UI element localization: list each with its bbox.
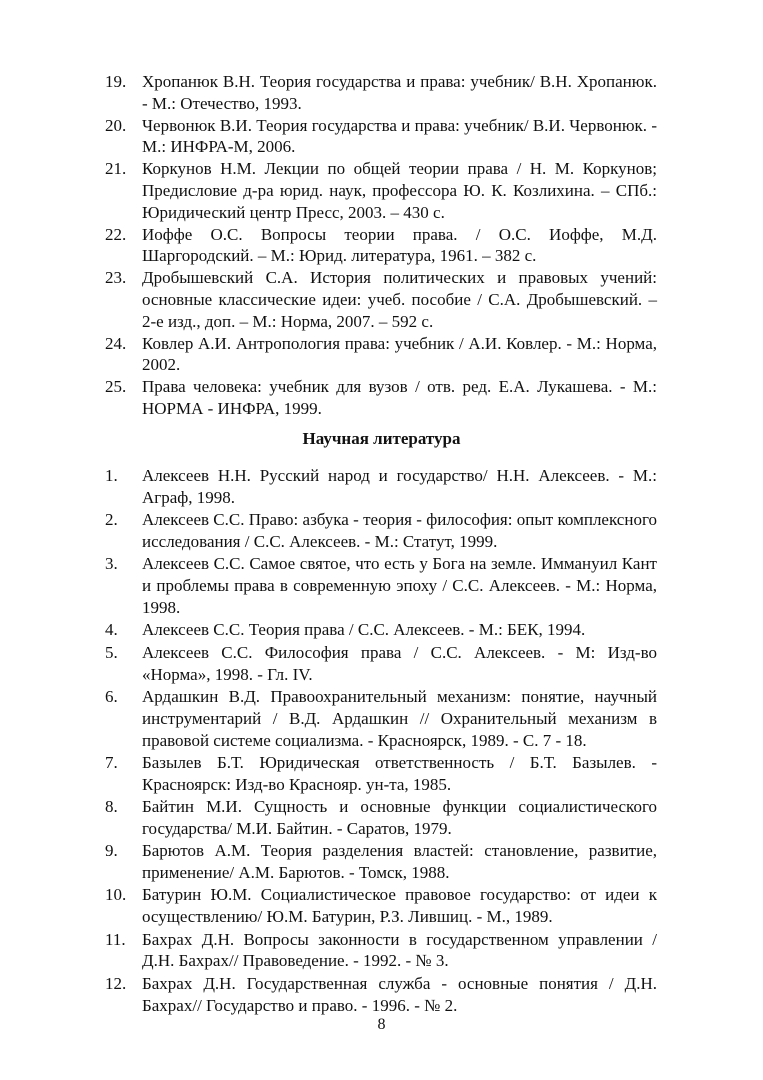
entry-number: 7. [105,752,118,772]
entry-text: Алексеев Н.Н. Русский народ и государство/ Н.Н. Алексеев. - М.: Аграф, 1998. [142,466,657,507]
entry-number: 12. [105,973,127,993]
list-item [105,267,657,332]
entry-number: 19. [105,72,127,91]
entry-number: 6. [105,686,118,706]
entry-text: Хропанюк В.Н. Теория государства и права: учебник/ В.Н. Хропанюк. - М.: Отечество, 1993. [142,72,657,113]
entry-number: 20. [105,115,127,135]
entry-number: 5. [105,642,118,662]
list-item [105,884,657,928]
list-item [105,752,657,796]
entry-number: 1. [105,466,118,485]
entry-text: Червонюк В.И. Теория государства и права: учебник/ В.И. Червонюк. - М.: ИНФРА-М, 2006. [142,115,657,157]
list-item [105,224,657,268]
page-number: 8 [377,1016,386,1033]
list-item [105,929,657,973]
textbook-list [105,71,657,420]
entry-text: Иоффе О.С. Вопросы теории права. / О.С. Иоффе, М.Д. Шаргородский. – М.: Юрид. литература, 1961. – 382 с. [142,224,657,266]
list-item [105,376,657,420]
list-item [105,115,657,159]
entry-text: Ардашкин В.Д. Правоохранительный механизм: понятие, научный инструментарий / В.Д. Ардашкин // Охранительный механизм в правовой системе социализма. - Красноярск, 1989. - С. 7 - 18. [142,686,657,750]
entry-text: Коркунов Н.М. Лекции по общей теории права / Н. М. Коркунов; Предисловие д-ра юрид. наук, профессора Ю. К. Козлихина. – СПб.: Юридический центр Пресс, 2003. – 430 с. [142,159,657,222]
entry-text: Дробышевский С.А. История политических и правовых учений: основные классические идеи: учеб. пособие / С.А. Дробышевский. – 2-е изд., доп. – М.: Норма, 2007. – 592 с. [142,268,657,331]
entry-number: 22. [105,224,127,244]
entry-text: Алексеев С.С. Теория права / С.С. Алексеев. - М.: БЕК, 1994. [142,620,586,640]
entry-number: 24. [105,333,127,353]
entry-number: 2. [105,510,118,530]
entry-text: Барютов А.М. Теория разделения властей: становление, развитие, применение/ А.М. Барютов. - Томск, 1988. [142,841,657,883]
entry-text: Батурин Ю.М. Социалистическое правовое государство: от идеи к осуществлению/ Ю.М. Батурин, Р.З. Лившиц. - М., 1989. [142,885,657,927]
entry-number: 3. [105,554,118,574]
entry-number: 4. [105,620,118,640]
list-item [105,796,657,840]
list-item [105,973,657,1017]
entry-number: 25. [105,377,127,397]
entry-number: 10. [105,885,127,905]
list-item [105,158,657,223]
scientific-literature-list [105,465,657,1017]
list-item [105,71,657,115]
entry-text: Алексеев С.С. Самое святое, что есть у Бога на земле. Иммануил Кант и проблемы права в современную эпоху / С.С. Алексеев. - М.: Норма, 1998. [142,554,657,617]
entry-number: 8. [105,797,118,817]
list-item [105,686,657,751]
list-item [105,553,657,618]
entry-number: 21. [105,159,127,179]
entry-text: Алексеев С.С. Философия права / С.С. Алексеев. - М: Изд-во «Норма», 1998. - Гл. IV. [142,642,657,684]
entry-text: Права человека: учебник для вузов / отв. ред. Е.А. Лукашева. - М.: НОРМА - ИНФРА, 1999. [142,377,657,418]
entry-text: Бахрах Д.Н. Вопросы законности в государственном управлении / Д.Н. Бахрах// Правоведение. - 1992. - № 3. [142,929,657,971]
entry-text: Базылев Б.Т. Юридическая ответственность / Б.Т. Базылев. - Красноярск: Изд-во Краснояр. ун-та, 1985. [142,752,657,794]
list-item [105,509,657,553]
section-title: Научная литература [302,429,461,448]
list-item [105,465,657,509]
entry-number: 23. [105,268,127,288]
list-item [105,333,657,377]
entry-text: Байтин М.И. Сущность и основные функции социалистического государства/ М.И. Байтин. - Саратов, 1979. [142,797,657,838]
entry-text: Бахрах Д.Н. Государственная служба - основные понятия / Д.Н. Бахрах// Государство и право. - 1996. - № 2. [142,973,657,1015]
list-item [105,642,657,686]
entry-text: Алексеев С.С. Право: азбука - теория - философия: опыт комплексного исследования / С.С. Алексеев. - М.: Статут, 1999. [142,510,657,551]
entry-number: 11. [105,929,126,949]
list-item [105,619,657,641]
entry-number: 9. [105,841,118,861]
entry-text: Ковлер А.И. Антропология права: учебник / А.И. Ковлер. - М.: Норма, 2002. [142,333,657,375]
list-item [105,840,657,884]
